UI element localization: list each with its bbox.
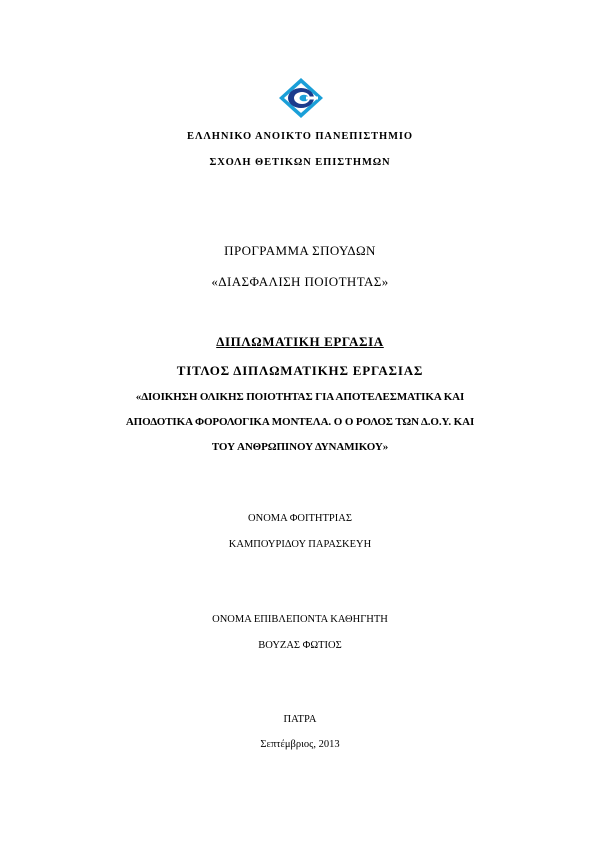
student-name: ΚΑΜΠΟΥΡΙΔΟΥ ΠΑΡΑΣΚΕΥΗ bbox=[228, 539, 372, 550]
thesis-title-line-1: «ΔΙΟΙΚΗΣΗ ΟΛΙΚΗΣ ΠΟΙΟΤΗΤΑΣ ΓΙΑ ΑΠΟΤΕΛΕΣΜΑΤΙΚΑ ΚΑΙ bbox=[135, 391, 465, 403]
program-label: ΠΡΟΓΡΑΜΜΑ ΣΠΟΥΔΩΝ bbox=[224, 243, 376, 258]
date: Σεπτέμβριος, 2013 bbox=[260, 739, 340, 750]
school-name: ΣΧΟΛΗ ΘΕΤΙΚΩΝ ΕΠΙΣΤΗΜΩΝ bbox=[209, 157, 391, 168]
supervisor-label: ΟΝΟΜΑ ΕΠΙΒΛΕΠΟΝΤΑ ΚΑΘΗΓΗΤΗ bbox=[212, 614, 388, 625]
university-name: ΕΛΛΗΝΙΚΟ ΑΝΟΙΚΤΟ ΠΑΝΕΠΙΣΤΗΜΙΟ bbox=[187, 131, 413, 142]
program-name: «ΔΙΑΣΦΑΛΙΣΗ ΠΟΙΟΤΗΤΑΣ» bbox=[211, 274, 389, 289]
thesis-label: ΔΙΠΛΩΜΑΤΙΚΗ ΕΡΓΑΣΙΑ bbox=[216, 334, 384, 349]
thesis-title-line-2: ΑΠΟΔΟΤΙΚΑ ΦΟΡΟΛΟΓΙΚΑ ΜΟΝΤΕΛΑ. Ο Ο ΡΟΛΟΣ ΤΩΝ Δ.Ο.Υ. ΚΑΙ bbox=[125, 416, 475, 428]
city: ΠΑΤΡΑ bbox=[283, 714, 317, 725]
student-label: ΟΝΟΜΑ ΦΟΙΤΗΤΡΙΑΣ bbox=[248, 513, 352, 524]
supervisor-name: ΒΟΥΖΑΣ ΦΩΤΙΟΣ bbox=[258, 640, 342, 651]
thesis-title-line-3: ΤΟΥ ΑΝΘΡΩΠΙΝΟΥ ΔΥΝΑΜΙΚΟΥ» bbox=[211, 441, 389, 453]
title-label: ΤΙΤΛΟΣ ΔΙΠΛΩΜΑΤΙΚΗΣ ΕΡΓΑΣΙΑΣ bbox=[176, 363, 424, 378]
university-logo-icon bbox=[277, 76, 325, 120]
